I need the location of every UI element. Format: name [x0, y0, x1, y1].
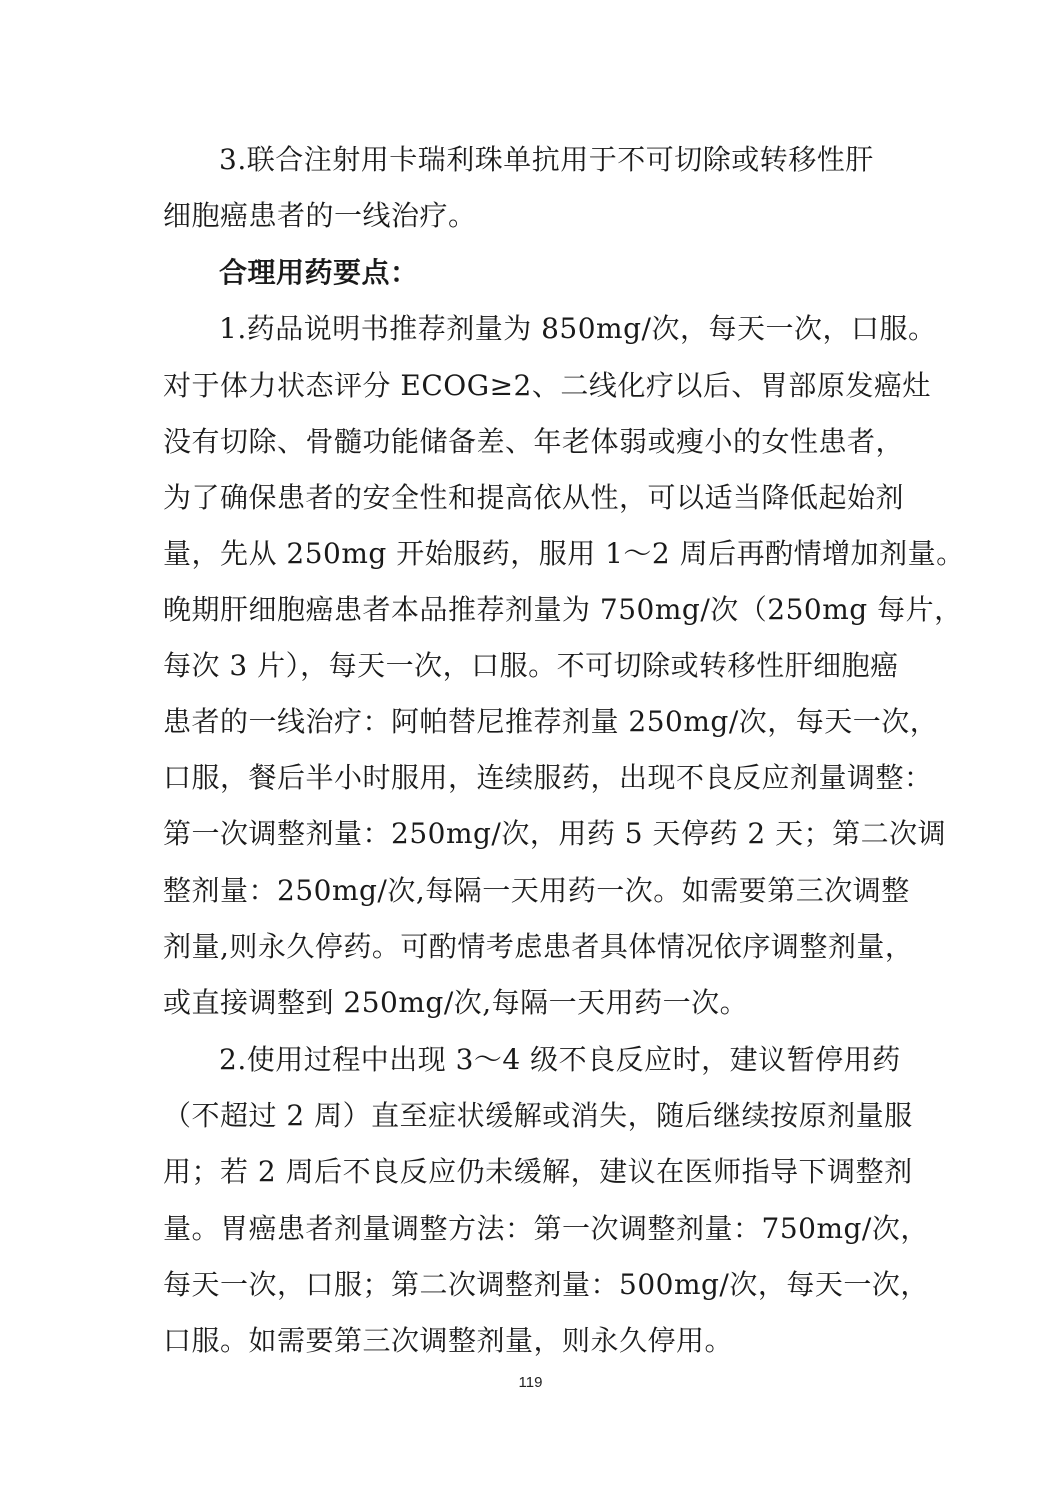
intro-line: 细胞癌患者的一线治疗。 [163, 199, 477, 232]
section-heading: 合理用药要点： [219, 256, 419, 289]
paragraph-line: 2.使用过程中出现 3～4 级不良反应时，建议暂停用药 [219, 1043, 901, 1076]
paragraph-line: 每次 3 片），每天一次，口服。不可切除或转移性肝细胞癌 [163, 649, 899, 682]
paragraph-line: 对于体力状态评分 ECOG≥2、二线化疗以后、胃部原发癌灶 [163, 369, 931, 402]
paragraph-line: 量，先从 250mg 开始服药，服用 1～2 周后再酌情增加剂量。 [163, 537, 965, 570]
paragraph-line: 整剂量：250mg/次,每隔一天用药一次。如需要第三次调整 [163, 874, 910, 907]
paragraph-line: 量。胃癌患者剂量调整方法：第一次调整剂量：750mg/次， [163, 1212, 929, 1245]
paragraph-line: 口服。如需要第三次调整剂量，则永久停用。 [163, 1324, 734, 1357]
paragraph-line: 用；若 2 周后不良反应仍未缓解，建议在医师指导下调整剂 [163, 1155, 913, 1188]
paragraph-line: 没有切除、骨髓功能储备差、年老体弱或瘦小的女性患者， [163, 425, 905, 458]
paragraph-line: 口服，餐后半小时服用，连续服药，出现不良反应剂量调整： [163, 761, 933, 794]
paragraph-line: 或直接调整到 250mg/次,每隔一天用药一次。 [163, 986, 749, 1019]
paragraph-line: 每天一次，口服；第二次调整剂量：500mg/次，每天一次， [163, 1268, 929, 1301]
paragraph-line: 患者的一线治疗：阿帕替尼推荐剂量 250mg/次，每天一次， [163, 705, 939, 738]
paragraph-line: 晚期肝细胞癌患者本品推荐剂量为 750mg/次（250mg 每片， [163, 593, 963, 626]
paragraph-line: 1.药品说明书推荐剂量为 850mg/次，每天一次，口服。 [219, 312, 937, 345]
paragraph-line: （不超过 2 周）直至症状缓解或消失，随后继续按原剂量服 [163, 1099, 913, 1132]
intro-line: 3.联合注射用卡瑞利珠单抗用于不可切除或转移性肝 [219, 143, 874, 176]
paragraph-line: 剂量,则永久停药。可酌情考虑患者具体情况依序调整剂量， [163, 930, 914, 963]
paragraph-line: 第一次调整剂量：250mg/次，用药 5 天停药 2 天；第二次调 [163, 817, 947, 850]
page-number: 119 [518, 1374, 543, 1391]
paragraph-line: 为了确保患者的安全性和提高依从性，可以适当降低起始剂 [163, 481, 905, 514]
